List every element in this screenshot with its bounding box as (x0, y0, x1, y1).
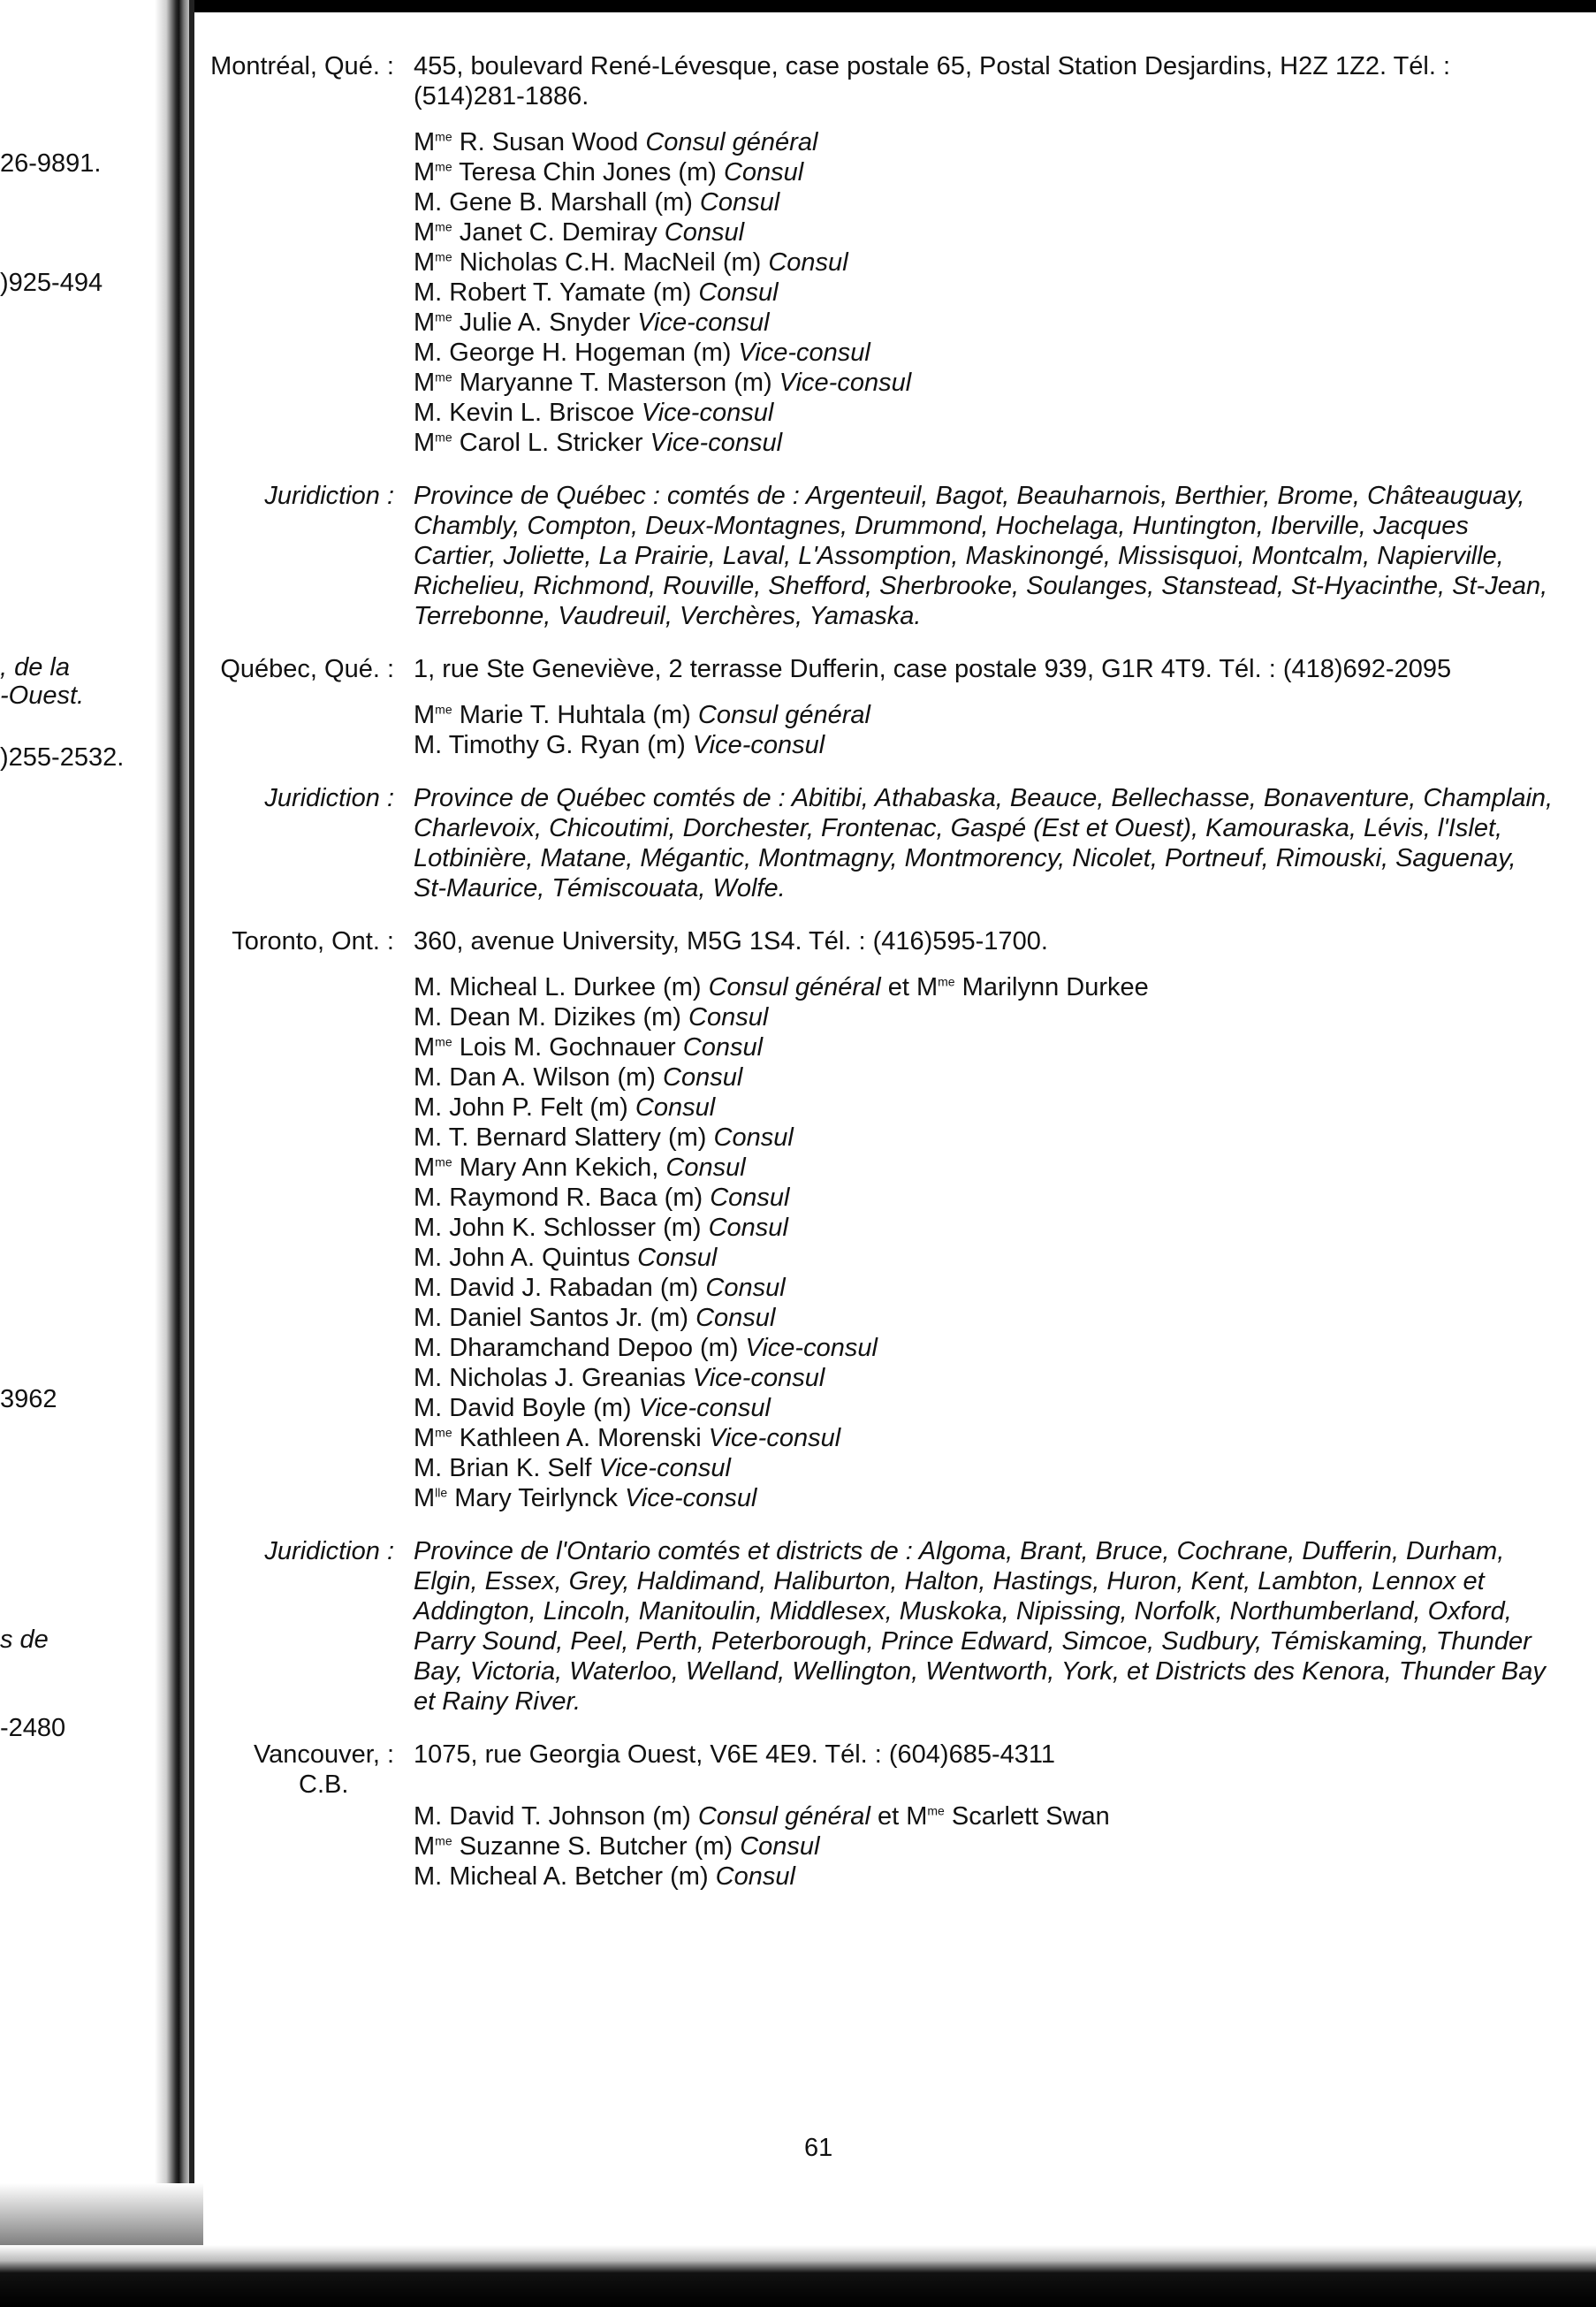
staff-member (414, 127, 1555, 157)
staff-title-sup: me (435, 159, 452, 174)
staff-name: Dharamchand Depoo (m) (449, 1334, 739, 1362)
staff-member (414, 1363, 1555, 1393)
staff-title: M. (414, 1003, 443, 1032)
section-montreal (177, 51, 1555, 631)
staff-title: M. (414, 188, 443, 217)
staff-title: M. (414, 1244, 443, 1272)
staff-name: Micheal A. Betcher (m) (449, 1862, 709, 1891)
staff-member (414, 1333, 1555, 1363)
staff-role: Consul (708, 1214, 788, 1242)
staff-role: Consul général (697, 701, 870, 729)
staff-spouse-name: Scarlett Swan (951, 1802, 1110, 1831)
staff-title: M. (414, 1802, 443, 1831)
scan-margin-left (0, 0, 159, 2210)
staff-name: John P. Felt (m) (449, 1093, 628, 1122)
staff-list (414, 700, 1555, 760)
staff-title: M. (414, 1394, 443, 1422)
staff-name: George H. Hogeman (m) (449, 339, 732, 367)
staff-role: Consul (682, 1033, 764, 1062)
staff-role: Consul (665, 1154, 746, 1182)
juridiction-text: Province de Québec comtés de : Abitibi, Athabaska, Beauce, Bellechasse, Bonaventure, Champlain, Charlevoix, Chicoutimi, Dorchester, Frontenac, Gaspé (Est et Ouest), Kamouraska, Lévis, l'Islet, Lotbinière, Matane, Mégantic, Montmagny, Montmorency, Nicolet, Portneuf, Rimouski, Saguenay, St-Maurice, Témiscouata, Wolfe. (414, 784, 1554, 902)
staff-member (414, 700, 1555, 730)
juridiction-label: Juridiction : (264, 482, 394, 510)
staff-member (414, 1393, 1555, 1423)
staff-member (414, 338, 1555, 368)
staff-member (414, 1093, 1555, 1123)
staff-name: Marie T. Huhtala (m) (459, 701, 691, 729)
city-label: Montréal, Qué. : (210, 52, 394, 80)
staff-role: Vice-consul (779, 369, 912, 397)
staff-title: M. (414, 1274, 443, 1302)
page-number: 61 (804, 2134, 833, 2162)
staff-member (414, 1303, 1555, 1333)
staff-spouse-sup: me (927, 1803, 945, 1818)
city-label: Toronto, Ont. : (232, 927, 394, 956)
staff-title-sup: me (435, 369, 452, 384)
staff-member (414, 1801, 1555, 1831)
staff-name: Robert T. Yamate (m) (449, 278, 692, 307)
staff-list (414, 1801, 1555, 1892)
staff-role: Vice-consul (738, 339, 870, 367)
staff-role: Consul (698, 278, 779, 307)
edge-fragment: )255-2532. (0, 743, 125, 772)
staff-title: M (414, 701, 436, 729)
edge-fragment: s de (0, 1626, 49, 1654)
staff-role: Vice-consul (641, 399, 774, 427)
juridiction-label: Juridiction : (264, 784, 394, 812)
staff-member (414, 1423, 1555, 1453)
edge-fragment: -Ouest. (0, 681, 85, 710)
staff-title: M (414, 248, 436, 277)
staff-member (414, 398, 1555, 428)
staff-role: Vice-consul (598, 1454, 731, 1482)
staff-name: Raymond R. Baca (m) (449, 1184, 703, 1212)
section-quebec (177, 654, 1555, 903)
staff-role: Vice-consul (745, 1334, 878, 1362)
staff-member (414, 187, 1555, 217)
staff-role: Consul général (697, 1802, 870, 1831)
staff-name: Kathleen A. Morenski (459, 1424, 702, 1452)
document-page (177, 51, 1555, 1892)
staff-title: M (414, 429, 436, 457)
staff-title: M (414, 1033, 436, 1062)
staff-title: M. (414, 1454, 443, 1482)
address-text: 1075, rue Georgia Ouest, V6E 4E9. Tél. : (604)685-4311 (414, 1740, 1055, 1769)
juridiction-text: Province de Québec : comtés de : Argenteuil, Bagot, Beauharnois, Berthier, Brome, Châteauguay, Chambly, Compton, Deux-Montagnes, Drummond, Hochelaga, Huntington, Iberville, Jacques Cartier, Joliette, La Prairie, Laval, L'Assomption, Maskinongé, Missisquoi, Montcalm, Napierville, Richelieu, Richmond, Rouville, Shefford, Sherbrooke, Soulanges, Stanstead, St-Hyacinthe, St-Jean, Terrebonne, Vaudreuil, Verchères, Yamaska. (414, 482, 1548, 630)
staff-member (414, 1123, 1555, 1153)
staff-member (414, 1483, 1555, 1513)
staff-name: Nicholas C.H. MacNeil (m) (459, 248, 762, 277)
staff-title: M (414, 369, 436, 397)
staff-role: Consul (688, 1003, 769, 1032)
staff-member (414, 308, 1555, 338)
staff-title: M (414, 218, 436, 247)
staff-title: M. (414, 1364, 443, 1392)
staff-name: Dean M. Dizikes (m) (449, 1003, 681, 1032)
staff-name: David T. Johnson (m) (449, 1802, 691, 1831)
staff-name: Brian K. Self (449, 1454, 592, 1482)
city-label-line1: Vancouver, : (253, 1740, 394, 1769)
staff-name: Janet C. Demiray (459, 218, 657, 247)
staff-role: Consul (699, 188, 780, 217)
staff-name: Julie A. Snyder (459, 308, 631, 337)
address-text: 1, rue Ste Geneviève, 2 terrasse Dufferin, case postale 939, G1R 4T9. Tél. : (418)692-2095 (414, 655, 1452, 683)
staff-title: M. (414, 1063, 443, 1092)
staff-role: Consul (664, 218, 745, 247)
staff-name: Kevin L. Briscoe (449, 399, 635, 427)
staff-title-sup: me (435, 1833, 452, 1848)
address-text: 455, boulevard René-Lévesque, case postale 65, Postal Station Desjardins, H2Z 1Z2. Tél. : (514)281-1886. (414, 52, 1451, 110)
staff-title: M. (414, 399, 443, 427)
staff-member (414, 1453, 1555, 1483)
staff-role: Consul général (708, 973, 881, 1001)
staff-title-sup: me (435, 219, 452, 234)
staff-title: M. (414, 1214, 443, 1242)
staff-name: Daniel Santos Jr. (m) (449, 1304, 689, 1332)
staff-member (414, 1213, 1555, 1243)
staff-title-sup: me (435, 1154, 452, 1169)
staff-role: Consul général (645, 128, 818, 156)
section-vancouver (177, 1740, 1555, 1892)
staff-role: Consul (713, 1123, 794, 1152)
staff-title: M. (414, 278, 443, 307)
staff-role: Consul (723, 158, 804, 187)
staff-title: M. (414, 1334, 443, 1362)
staff-name: Lois M. Gochnauer (459, 1033, 676, 1062)
staff-title: M. (414, 1123, 443, 1152)
staff-role: Consul (705, 1274, 786, 1302)
staff-role: Vice-consul (637, 308, 770, 337)
staff-title-sup: lle (435, 1485, 448, 1500)
staff-role: Consul (740, 1832, 820, 1861)
staff-name: John K. Schlosser (m) (449, 1214, 702, 1242)
staff-title: M (414, 1424, 436, 1452)
staff-list (414, 972, 1555, 1513)
staff-member (414, 1032, 1555, 1062)
staff-member (414, 247, 1555, 278)
edge-fragment: 26-9891. (0, 149, 102, 178)
staff-member (414, 217, 1555, 247)
staff-title-sup: me (435, 129, 452, 144)
staff-name: R. Susan Wood (459, 128, 639, 156)
juridiction-text: Province de l'Ontario comtés et districts de : Algoma, Brant, Bruce, Cochrane, Dufferin, Durham, Elgin, Essex, Grey, Haldimand, Haliburton, Halton, Hastings, Huron, Kent, Lambton, Lennox et Addington, Lincoln, Manitoulin, Middlesex, Muskoka, Nipissing, Norfolk, Northumberland, Oxford, Parry Sound, Peel, Perth, Peterborough, Prince Edward, Simcoe, Sudbury, Témiskaming, Thunder Bay, Victoria, Waterloo, Welland, Wellington, Wentworth, York, et Districts des Kenora, Thunder Bay et Rainy River. (414, 1537, 1546, 1716)
staff-name: Gene B. Marshall (m) (449, 188, 693, 217)
staff-member (414, 1831, 1555, 1862)
staff-title: M (414, 308, 436, 337)
staff-role: Consul (637, 1244, 718, 1272)
staff-title: M. (414, 1184, 443, 1212)
staff-spouse-prefix: et M (877, 1802, 928, 1831)
staff-name: Nicholas J. Greanias (449, 1364, 686, 1392)
staff-role: Consul (635, 1093, 716, 1122)
staff-name: Carol L. Stricker (459, 429, 643, 457)
staff-title-sup: me (435, 309, 452, 324)
staff-name: David Boyle (m) (449, 1394, 632, 1422)
juridiction-label: Juridiction : (264, 1537, 394, 1565)
staff-title-sup: me (435, 249, 452, 264)
staff-title: M (414, 1484, 436, 1512)
staff-member (414, 368, 1555, 398)
staff-title: M (414, 1154, 436, 1182)
staff-member (414, 1243, 1555, 1273)
staff-role: Vice-consul (708, 1424, 841, 1452)
staff-title-sup: me (435, 702, 452, 717)
staff-title-sup: me (435, 1034, 452, 1049)
staff-role: Consul (715, 1862, 795, 1891)
staff-title: M (414, 1832, 436, 1861)
staff-title: M (414, 158, 436, 187)
edge-fragment: , de la (0, 653, 70, 681)
staff-name: T. Bernard Slattery (m) (448, 1123, 707, 1152)
staff-member (414, 1153, 1555, 1183)
staff-spouse-prefix: et M (887, 973, 939, 1001)
scan-shadow-bottom (0, 2245, 1596, 2307)
staff-name: David J. Rabadan (m) (449, 1274, 699, 1302)
staff-member (414, 1862, 1555, 1892)
staff-role: Consul (695, 1304, 776, 1332)
staff-title: M. (414, 1093, 443, 1122)
staff-spouse-name: Marilynn Durkee (961, 973, 1149, 1001)
edge-fragment: 3962 (0, 1385, 57, 1413)
city-label-line2: C.B. (299, 1770, 349, 1799)
staff-member (414, 730, 1555, 760)
section-toronto (177, 926, 1555, 1717)
staff-name: Micheal L. Durkee (m) (449, 973, 702, 1001)
staff-role: Vice-consul (650, 429, 783, 457)
staff-name: Teresa Chin Jones (m) (459, 158, 717, 187)
staff-title: M (414, 128, 436, 156)
scan-border-top (194, 0, 1596, 12)
city-label: Québec, Qué. : (220, 655, 394, 683)
staff-role: Consul (710, 1184, 790, 1212)
staff-title: M. (414, 731, 443, 759)
staff-name: John A. Quintus (449, 1244, 631, 1272)
staff-name: Dan A. Wilson (m) (449, 1063, 656, 1092)
staff-title: M. (414, 339, 443, 367)
staff-title-sup: me (435, 430, 452, 445)
staff-name: Maryanne T. Masterson (m) (459, 369, 772, 397)
address-text: 360, avenue University, M5G 1S4. Tél. : (416)595-1700. (414, 927, 1048, 956)
staff-name: Mary Ann Kekich, (459, 1154, 659, 1182)
staff-role: Consul (768, 248, 848, 277)
staff-member (414, 1183, 1555, 1213)
staff-role: Consul (663, 1063, 743, 1092)
staff-title: M. (414, 973, 443, 1001)
staff-member (414, 157, 1555, 187)
staff-title: M. (414, 1862, 443, 1891)
staff-member (414, 1062, 1555, 1093)
staff-role: Vice-consul (638, 1394, 771, 1422)
staff-spouse-sup: me (938, 974, 955, 989)
staff-role: Vice-consul (692, 1364, 825, 1392)
staff-role: Vice-consul (692, 731, 825, 759)
staff-title: M. (414, 1304, 443, 1332)
staff-name: Mary Teirlynck (454, 1484, 619, 1512)
staff-member (414, 428, 1555, 458)
staff-name: Timothy G. Ryan (m) (448, 731, 686, 759)
staff-member (414, 972, 1555, 1002)
edge-fragment: -2480 (0, 1714, 66, 1742)
staff-title-sup: me (435, 1425, 452, 1440)
staff-member (414, 278, 1555, 308)
edge-fragment: )925-494 (0, 269, 103, 297)
staff-member (414, 1002, 1555, 1032)
staff-name: Suzanne S. Butcher (m) (459, 1832, 733, 1861)
staff-role: Vice-consul (625, 1484, 757, 1512)
staff-member (414, 1273, 1555, 1303)
staff-list (414, 127, 1555, 458)
